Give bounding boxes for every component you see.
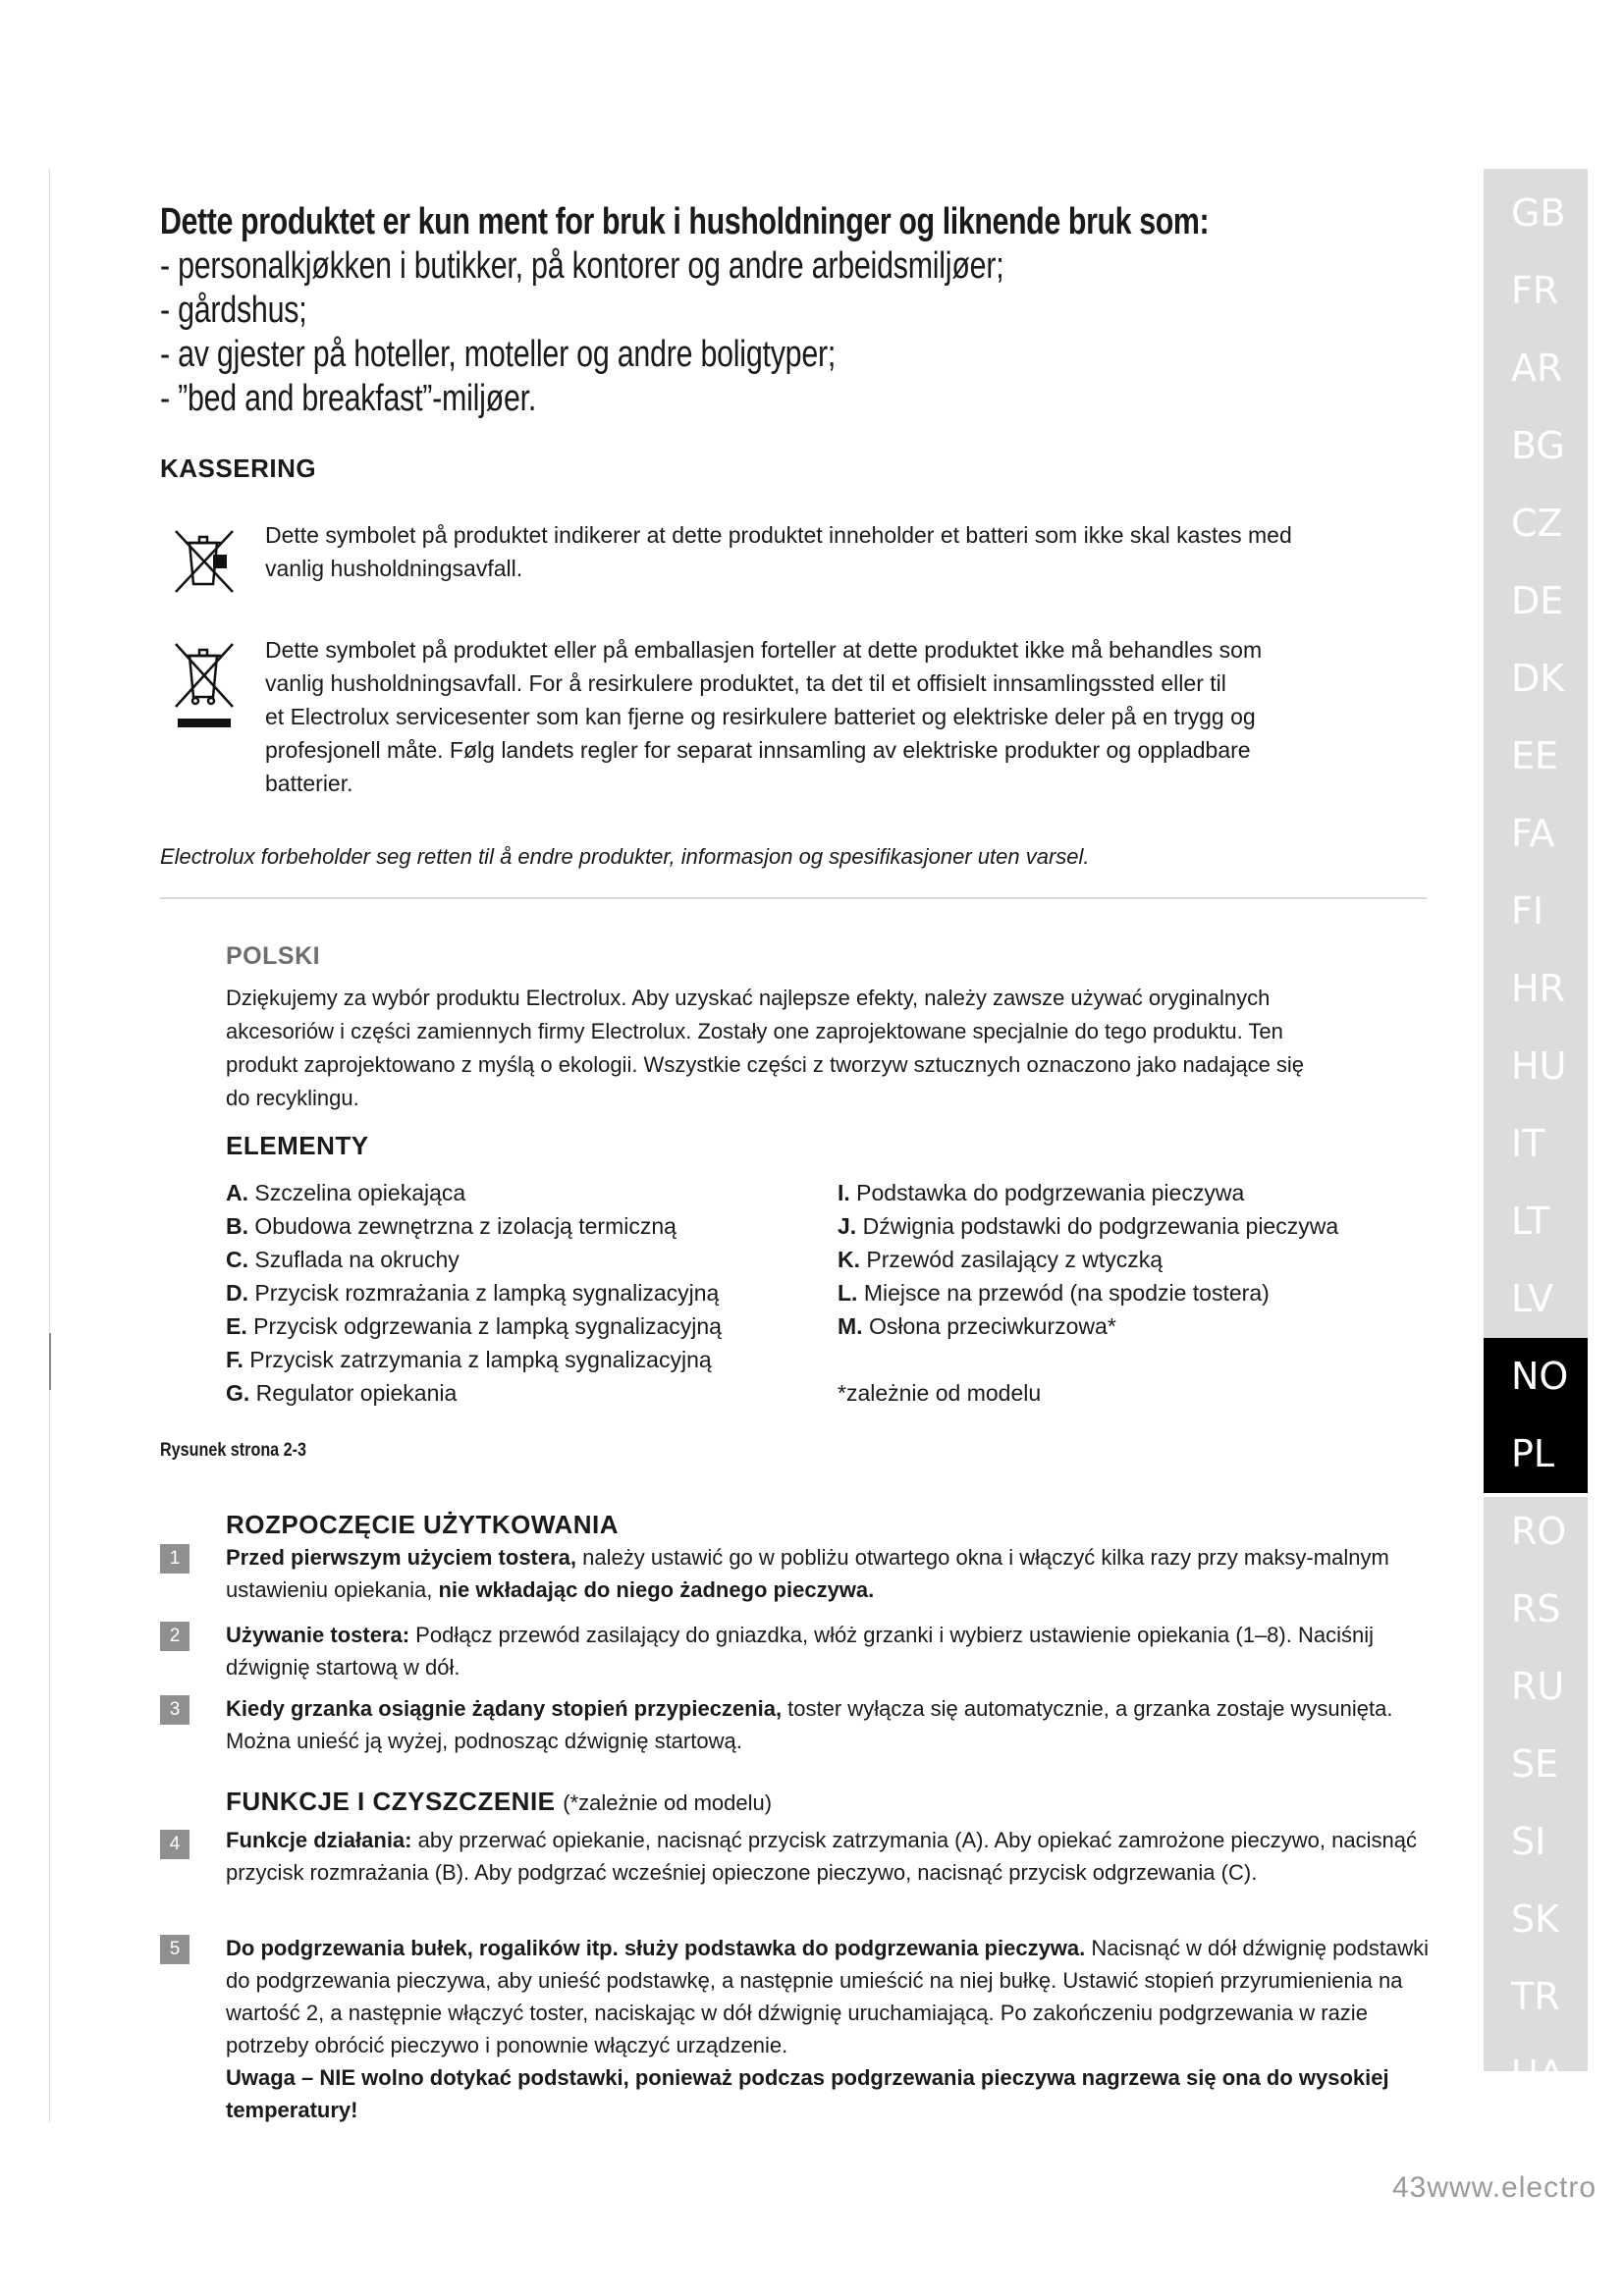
element-item: J. Dźwignia podstawki do podgrzewania pieczywa: [838, 1213, 1339, 1239]
elements-list-right: [838, 1176, 1338, 1410]
language-tab-ru[interactable]: RU: [1511, 1665, 1565, 1708]
disclaimer: Electrolux forbeholder seg retten til å endre produkter, informasjon og spesifikasjoner uten varsel.: [160, 844, 1090, 869]
language-tab-hr[interactable]: HR: [1511, 967, 1565, 1010]
language-tab-it[interactable]: IT: [1511, 1122, 1545, 1165]
language-tab-lv[interactable]: LV: [1511, 1277, 1553, 1320]
language-tab-ee[interactable]: EE: [1511, 734, 1559, 777]
element-item: B. Obudowa zewnętrzna z izolacją termiczną: [226, 1213, 677, 1239]
text-line: Dette symbolet på produktet indikerer at dette produktet inneholder et batteri som ikke skal kastes med: [265, 522, 1292, 548]
language-tab-dk[interactable]: DK: [1511, 657, 1565, 700]
language-tab-se[interactable]: SE: [1511, 1742, 1559, 1786]
text-line: vanlig husholdningsavfall.: [265, 556, 523, 581]
text-line: profesjonell måte. Følg landets regler for separat innsamling av elektriske produkter og oppladbare: [265, 737, 1251, 763]
elements-heading: ELEMENTY: [226, 1131, 369, 1160]
language-tab-sk[interactable]: SK: [1511, 1897, 1560, 1941]
language-tab-fr[interactable]: FR: [1511, 269, 1559, 312]
element-item: E. Przycisk odgrzewania z lampką sygnalizacyjną: [226, 1313, 722, 1339]
intro-item: - ”bed and breakfast”-miljøer.: [160, 378, 537, 419]
polski-intro: [226, 982, 1304, 1115]
language-tab-tr[interactable]: TR: [1511, 1975, 1560, 2018]
element-item: M. Osłona przeciwkurzowa*: [838, 1313, 1116, 1339]
intro-item: - personalkjøkken i butikker, på kontorer og andre arbeidsmiljøer;: [160, 245, 1004, 287]
polski-heading: POLSKI: [226, 942, 321, 970]
text-line: do recyklingu.: [226, 1086, 359, 1110]
crossed-bin-battery-icon: [172, 525, 237, 596]
margin-mark: [49, 1333, 51, 1390]
figure-reference: Rysunek strona 2-3: [160, 1440, 307, 1461]
language-tab-fa[interactable]: FA: [1511, 812, 1555, 855]
language-tab-gb[interactable]: GB: [1511, 191, 1566, 235]
step-number: 1: [160, 1544, 189, 1574]
kassering-para2: [265, 633, 1262, 800]
language-tab-ua[interactable]: UA: [1511, 2053, 1564, 2096]
language-tab-hu[interactable]: HU: [1511, 1044, 1567, 1088]
language-tab-lt[interactable]: LT: [1511, 1200, 1550, 1243]
kassering-heading: KASSERING: [160, 454, 317, 483]
crossed-bin-weee-icon: [172, 638, 237, 731]
step-number: 4: [160, 1830, 189, 1859]
text-line: produkt zaprojektowano z myślą o ekologii. Wszystkie części z tworzyw sztucznych oznaczono jako nadające się: [226, 1052, 1305, 1077]
language-tab-pl[interactable]: PL: [1484, 1415, 1588, 1493]
margin-line: [49, 169, 50, 2122]
text-line: et Electrolux servicesenter som kan fjerne og resirkulere batteriet og elektriske deler på en trygg og: [265, 704, 1256, 729]
language-tab-rs[interactable]: RS: [1511, 1587, 1561, 1630]
language-tab-de[interactable]: DE: [1511, 579, 1564, 622]
kassering-para1: [265, 518, 1292, 585]
language-tab-no[interactable]: NO: [1484, 1338, 1588, 1415]
element-item: D. Przycisk rozmrażania z lampką sygnalizacyjną: [226, 1280, 720, 1306]
step-text: Przed pierwszym użyciem tostera, należy ustawić go w pobliżu otwartego okna i włączyć kilka razy przy maksy-malnym ustawieniu opiekania, nie wkładając do niego żadnego pieczywa.: [226, 1545, 1389, 1602]
text-line: Dette symbolet på produktet eller på emballasjen forteller at dette produktet ikke må behandles som: [265, 637, 1263, 663]
text-line: vanlig husholdningsavfall. For å resirkulere produktet, ta det til et offisielt innsamlingssted eller til: [265, 670, 1226, 696]
model-note: *zależnie od modelu: [838, 1380, 1042, 1406]
start-heading: ROZPOCZĘCIE UŻYTKOWANIA: [226, 1510, 620, 1539]
step-text: Do podgrzewania bułek, rogalików itp. służy podstawka do podgrzewania pieczywa. Nacisnąć w dół dźwignię podstawki do podgrzewania pieczywa, aby unieść podstawkę, a następnie umieścić na niej bułkę. Ustawić stopień przyrumienienia na wartość 2, a następnie włączyć toster, naciskając w dół dźwignię uruchamiającą. Po zakończeniu podgrzewania w razie potrzeby obrócić pieczywo i ponownie włączyć urządzenie. Uwaga – NIE wolno dotykać podstawki, ponieważ podczas podgrzewania pieczywa nagrzewa się ona do wysokiej temperatury!: [226, 1936, 1429, 2122]
text-line: akcesoriów i części zamiennych firmy Electrolux. Zostały one zaprojektowane specjalnie do tego produktu. Ten: [226, 1019, 1283, 1043]
step-text: Używanie tostera: Podłącz przewód zasilający do gniazdka, włóż grzanki i wybierz ustawienie opiekania (1–8). Naciśnij dźwignię startową w dół.: [226, 1623, 1374, 1680]
language-tab-ro[interactable]: RO: [1511, 1510, 1567, 1553]
step-text: Funkcje działania: aby przerwać opiekanie, nacisnąć przycisk zatrzymania (A). Aby opiekać zamrożone pieczywo, nacisnąć przycisk rozmrażania (B). Aby podgrzać wcześniej opieczone pieczywo, nacisnąć przycisk odgrzewania (C).: [226, 1828, 1417, 1885]
elements-list-left: [226, 1176, 722, 1410]
language-tab-si[interactable]: SI: [1511, 1820, 1546, 1863]
element-item: F. Przycisk zatrzymania z lampką sygnalizacyjną: [226, 1347, 712, 1372]
language-tab-ar[interactable]: AR: [1511, 347, 1563, 390]
element-item: K. Przewód zasilający z wtyczką: [838, 1247, 1164, 1272]
intro-item: - av gjester på hoteller, moteller og andre boligtyper;: [160, 334, 837, 375]
step-number: 2: [160, 1622, 189, 1651]
element-item: L. Miejsce na przewód (na spodzie tostera): [838, 1280, 1270, 1306]
intro-title: Dette produktet er kun ment for bruk i husholdninger og liknende bruk som:: [160, 201, 1210, 242]
intro-item: - gårdshus;: [160, 290, 307, 331]
language-tab-fi[interactable]: FI: [1511, 889, 1544, 933]
language-tab-bg[interactable]: BG: [1511, 424, 1565, 467]
divider: [160, 897, 1427, 899]
text-line: batterier.: [265, 771, 353, 796]
functions-heading: FUNKCJE I CZYSZCZENIE (*zależnie od modelu): [226, 1787, 773, 1816]
text-line: Dziękujemy za wybór produktu Electrolux. Aby uzyskać najlepsze efekty, należy zawsze używać oryginalnych: [226, 986, 1271, 1010]
element-item: C. Szuflada na okruchy: [226, 1247, 460, 1272]
element-item: I. Podstawka do podgrzewania pieczywa: [838, 1180, 1245, 1205]
step-text: Kiedy grzanka osiągnie żądany stopień przypieczenia, toster wyłącza się automatycznie, a grzanka zostaje wysunięta. Można unieść ją wyżej, podnosząc dźwignię startową.: [226, 1696, 1393, 1753]
step-number: 5: [160, 1935, 189, 1964]
element-item: G. Regulator opiekania: [226, 1380, 458, 1406]
language-tab-cz[interactable]: CZ: [1511, 502, 1563, 545]
footer-site: 43www.electro: [1392, 2171, 1597, 2204]
step-number: 3: [160, 1695, 189, 1725]
element-item: A. Szczelina opiekająca: [226, 1180, 466, 1205]
